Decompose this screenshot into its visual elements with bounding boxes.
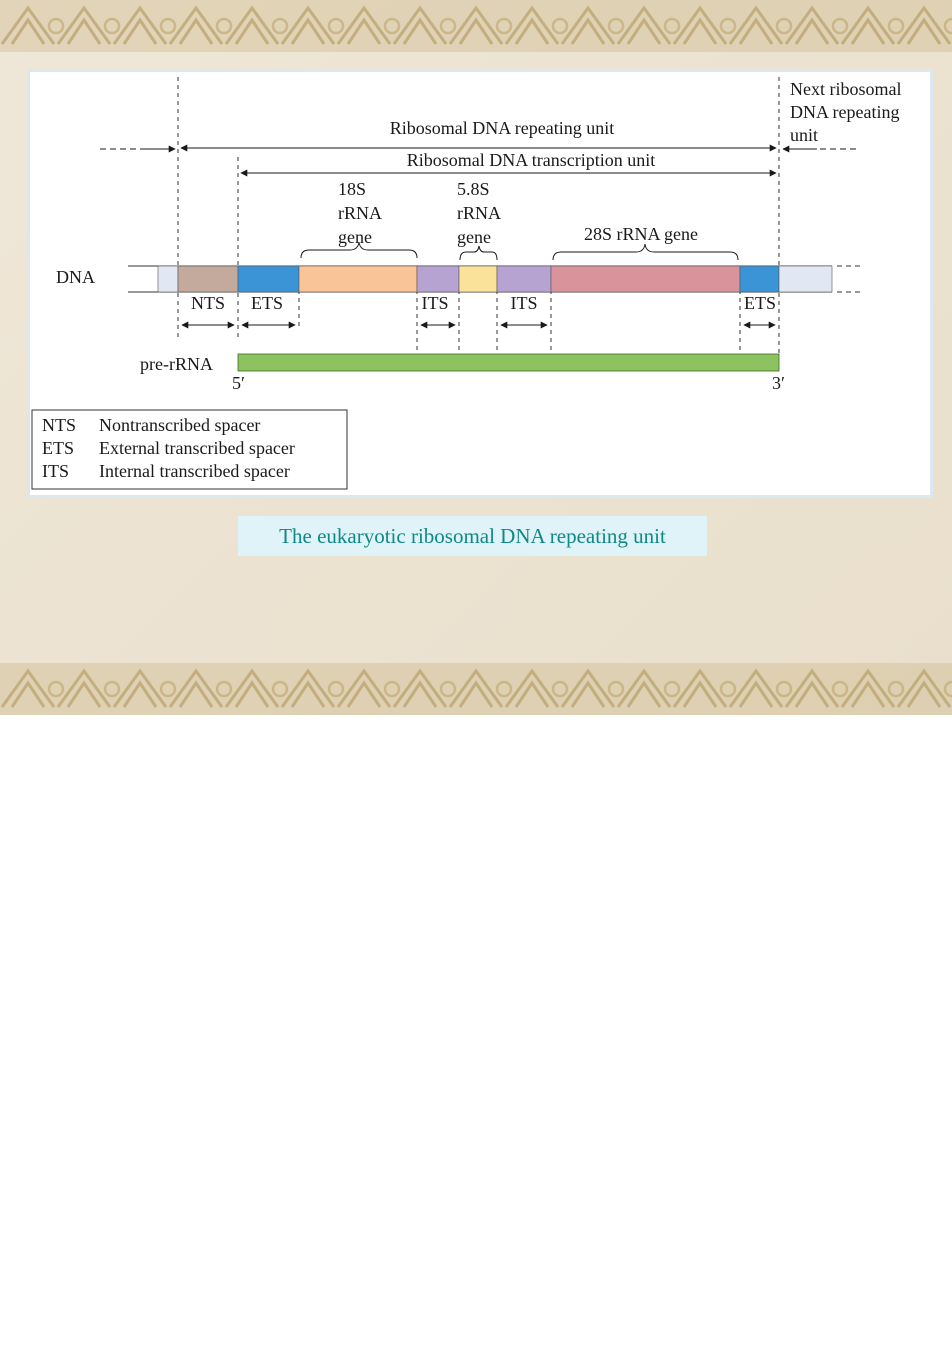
segment-gene-28s [551,266,740,292]
gene-28s-label: 28S rRNA gene [584,224,698,244]
border-pattern-top [0,0,952,52]
legend-text-nts: Nontranscribed spacer [99,415,261,435]
label-its-2: ITS [510,293,538,313]
border-pattern-bottom [0,663,952,715]
label-ets-right: ETS [743,293,777,313]
segment-flank-right [779,266,832,292]
gene-5-8s-label-line-3: gene [457,227,491,247]
legend-abbr-its: ITS [42,461,69,481]
legend-text-ets: External transcribed spacer [99,438,295,458]
segment-flank-left [158,266,178,292]
decorative-border-bottom [0,663,952,715]
gene-18s-label-line-3: gene [338,227,372,247]
label-nts: NTS [190,293,226,313]
repeating-unit-label: Ribosomal DNA repeating unit [389,118,615,138]
next-unit-label-line-1: Next ribosomal [790,79,902,99]
next-unit-label-line-2: DNA repeating [790,102,900,122]
figure-panel [30,72,930,495]
next-unit-label-line-3: unit [790,125,819,145]
segment-nts [178,266,238,292]
pre-rrna-bar [238,354,779,371]
segment-gene-5-8s [459,266,497,292]
legend-abbr-nts: NTS [42,415,77,435]
segment-gene-18s [299,266,417,292]
three-prime-label: 3′ [772,373,785,393]
segment-ets-left [238,266,299,292]
legend-text-its: Internal transcribed spacer [99,461,290,481]
caption: The eukaryotic ribosomal DNA repeating unit [238,516,707,556]
segment-ets-right [740,266,779,292]
segment-its-1 [417,266,459,292]
rdna-diagram [30,72,930,495]
label-ets-left: ETS [250,293,284,313]
segment-its-2 [497,266,551,292]
legend-abbr-ets: ETS [42,438,75,458]
decorative-border-top [0,0,952,52]
five-prime-label: 5′ [232,373,245,393]
gene-18s-label-line-1: 18S [338,179,367,199]
gene-18s-brace [301,242,417,258]
pre-rrna-label: pre-rRNA [140,354,213,374]
gene-28s-brace [553,244,738,260]
transcription-unit-label: Ribosomal DNA transcription unit [406,150,656,170]
label-its-1: ITS [421,293,449,313]
gene-5-8s-brace [460,246,497,260]
gene-5-8s-label-line-2: rRNA [457,203,501,223]
dna-label: DNA [56,267,95,287]
gene-5-8s-label-line-1: 5.8S [457,179,490,199]
gene-18s-label-line-2: rRNA [338,203,382,223]
